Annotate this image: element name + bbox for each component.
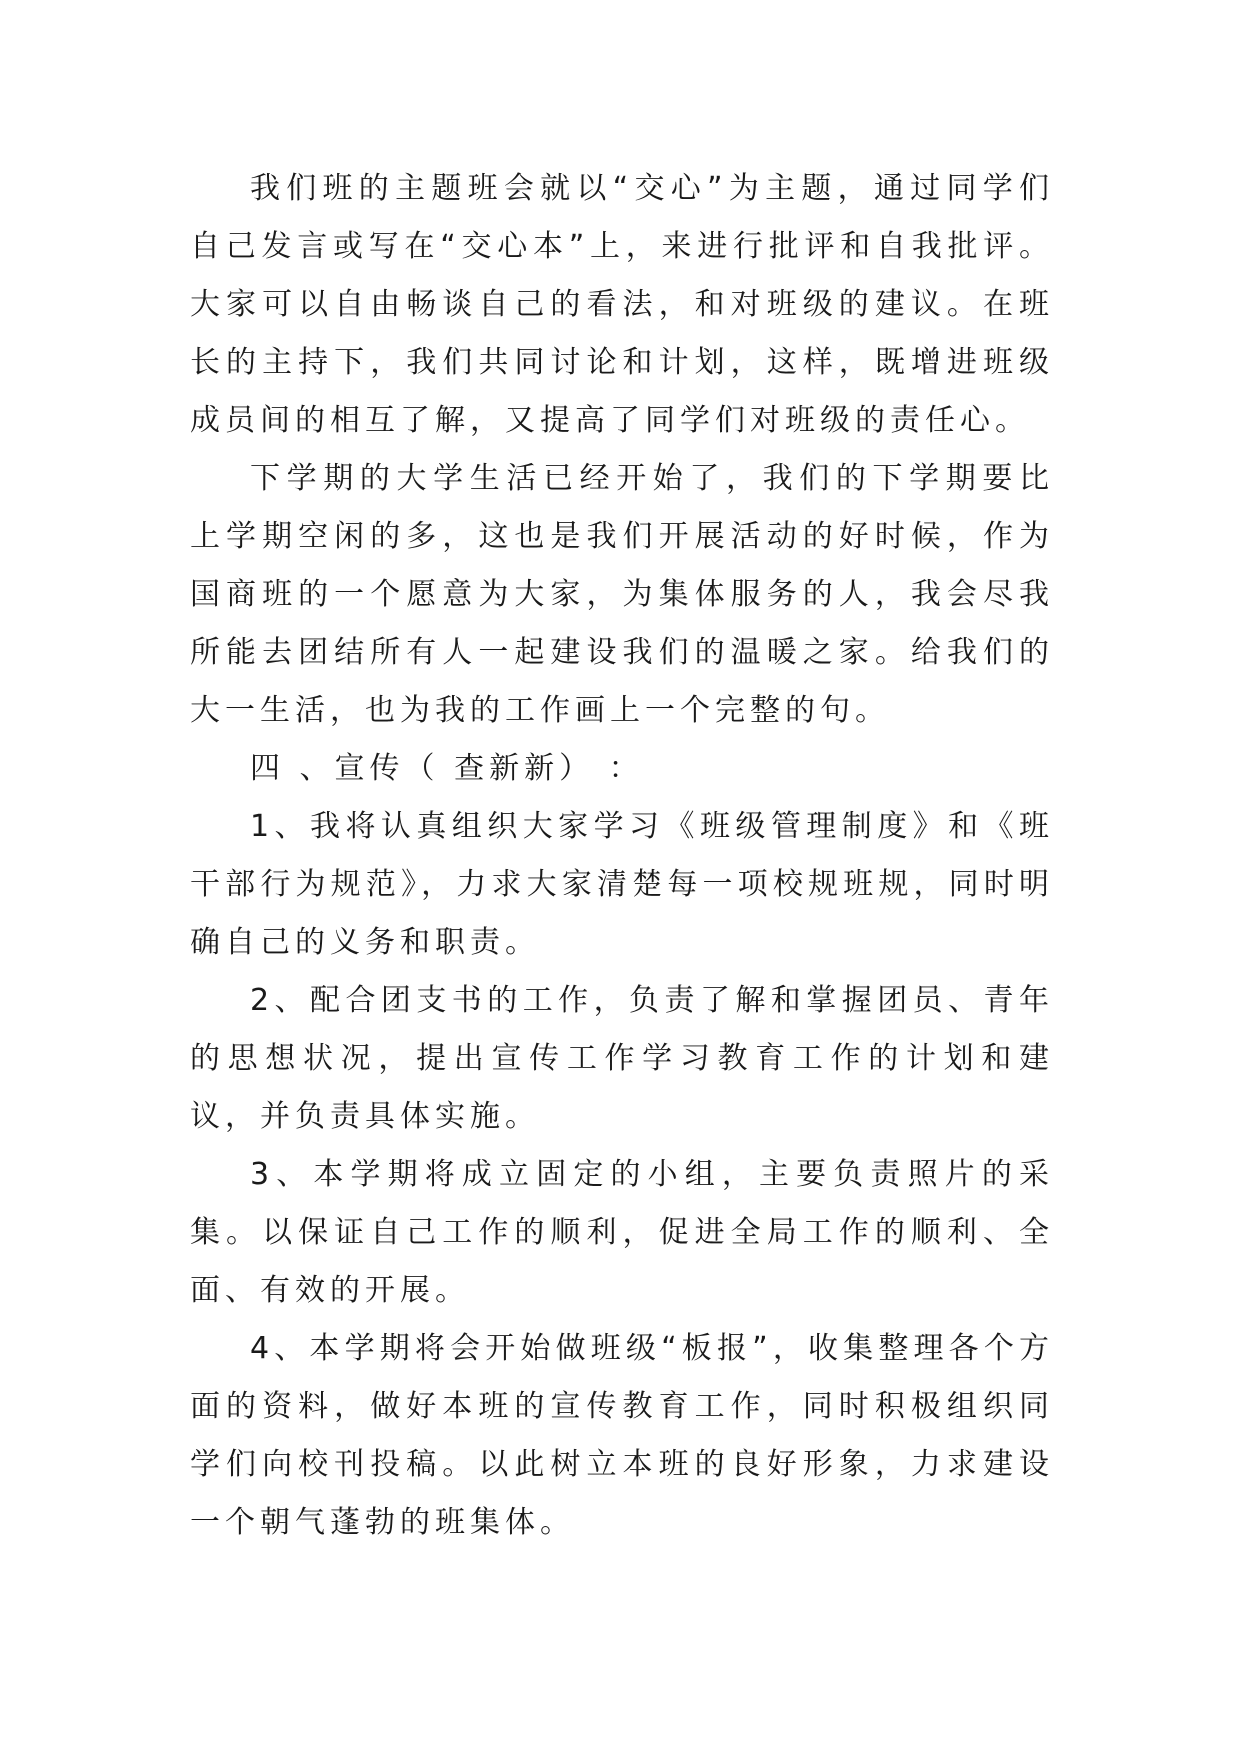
list-item-2: 2、配合团支书的工作，负责了解和掌握团员、青年的思想状况，提出宣传工作学习教育工作的计划和建议，并负责具体实施。 [190, 983, 1054, 1134]
list-item-4: 4、本学期将会开始做班级“板报”，收集整理各个方面的资料，做好本班的宣传教育工作，同时积极组织同学们向校刊投稿。以此树立本班的良好形象，力求建设一个朝气蓬勃的班集体。 [190, 1331, 1054, 1540]
list-item-1: 1、我将认真组织大家学习《班级管理制度》和《班干部行为规范》，力求大家清楚每一项校规班规，同时明确自己的义务和职责。 [190, 809, 1054, 960]
list-item-3: 3、本学期将成立固定的小组，主要负责照片的采集。以保证自己工作的顺利，促进全局工作的顺利、全面、有效的开展。 [190, 1157, 1054, 1308]
document-body [190, 160, 1054, 1552]
paragraph-class-meeting: 我们班的主题班会就以“交心”为主题，通过同学们自己发言或写在“交心本”上，来进行批评和自我批评。大家可以自由畅谈自己的看法，和对班级的建议。在班长的主持下，我们共同讨论和计划，这样，既增进班级成员间的相互了解，又提高了同学们对班级的责任心。 [190, 171, 1054, 438]
section-heading-publicity: 四 、宣传（ 查新新） ： [250, 751, 644, 786]
paragraph-next-semester: 下学期的大学生活已经开始了，我们的下学期要比上学期空闲的多，这也是我们开展活动的好时候，作为国商班的一个愿意为大家，为集体服务的人，我会尽我所能去团结所有人一起建设我们的温暖之家。给我们的大一生活，也为我的工作画上一个完整的句。 [190, 461, 1054, 728]
